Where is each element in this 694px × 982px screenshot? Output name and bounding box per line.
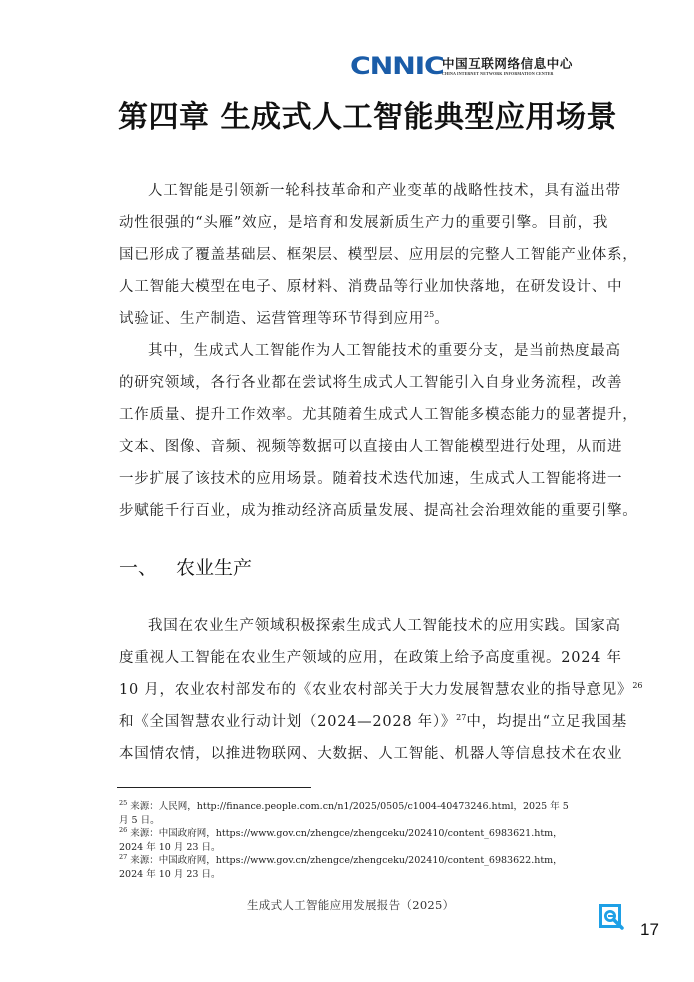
footnote-number: 27 — [119, 852, 128, 861]
paragraph-line: 本国情农情，以推进物联网、大数据、人工智能、机器人等信息技术在农业 — [119, 746, 623, 762]
footnote-ref-27[interactable]: 27 — [456, 713, 467, 723]
paragraph-line: 步赋能千行百业，成为推动经济高质量发展、提高社会治理效能的重要引擎。 — [119, 503, 638, 519]
org-name — [442, 57, 573, 76]
paragraph-line: 人工智能大模型在电子、原材料、消费品等行业加快落地，在研发设计、中 — [119, 279, 623, 295]
footnote-text: 来源：中国政府网，https://www.gov.cn/zhengce/zhengceku/202410/content_6983621.htm，2024 年 10 月 23 日。 — [119, 828, 563, 853]
paragraph-line — [119, 303, 579, 335]
line-text: 和《全国智慧农业行动计划（2024—2028 年）》 — [119, 714, 457, 730]
footnote-27 — [119, 854, 579, 881]
paragraph-line: 工作质量、提升工作效率。尤其随着生成式人工智能多模态能力的显著提升， — [119, 407, 638, 423]
paragraph-line: 其中，生成式人工智能作为人工智能技术的重要分支，是当前热度最高 — [148, 343, 621, 359]
footnote-text: 来源：人民网，http://finance.people.com.cn/n1/2025/0505/c1004-40473246.html，2025 年 5 月 5 日。 — [119, 801, 569, 826]
intro-paragraph-1 — [119, 175, 638, 335]
org-name-en: CHINA INTERNET NETWORK INFORMATION CENTER — [442, 70, 554, 76]
footer-report-title: 生成式人工智能应用发展报告（2025） — [247, 898, 455, 912]
line-text: 中，均提出“立足我国基 — [466, 714, 628, 730]
footnote-text: 来源：中国政府网，https://www.gov.cn/zhengce/zhengceku/202410/content_6983622.htm，2024 年 10 月 23 日。 — [119, 855, 563, 880]
section-number: 一、 — [119, 557, 158, 579]
cnnic-logo-mark: CNNIC — [350, 52, 444, 80]
section-heading — [119, 553, 252, 583]
cnnic-logo — [350, 54, 573, 78]
paragraph-line: 动性很强的“头雁”效应，是培育和发展新质生产力的重要引擎。目前，我 — [119, 215, 609, 231]
line-text: 10 月，农业农村部发布的《农业农村部关于大力发展智慧农业的指导意见》 — [119, 682, 633, 698]
footnote-ref-26[interactable]: 26 — [632, 681, 643, 691]
section-paragraph — [119, 610, 643, 770]
footnote-25 — [119, 800, 579, 827]
paragraph-line — [119, 674, 643, 706]
paragraph-line: 的研究领域，各行各业都在尝试将生成式人工智能引入自身业务流程，改善 — [119, 375, 623, 391]
page-number: 17 — [640, 920, 659, 939]
paragraph-line — [119, 706, 628, 738]
section-title: 农业生产 — [176, 557, 253, 579]
org-name-cn: 中国互联网络信息中心 — [442, 55, 574, 71]
chapter-title: 第四章 生成式人工智能典型应用场景 — [118, 100, 617, 135]
line-text: 试验证、生产制造、运营管理等环节得到应用 — [119, 311, 424, 327]
paragraph-line: 国已形成了覆盖基础层、框架层、模型层、应用层的完整人工智能产业体系， — [119, 247, 638, 263]
footnote-divider — [117, 787, 311, 788]
paragraph-line: 一步扩展了该技术的应用场景。随着技术迭代加速，生成式人工智能将进一 — [119, 471, 623, 487]
paragraph-line: 我国在农业生产领域积极探索生成式人工智能技术的应用实践。国家高 — [148, 618, 621, 634]
search-magnifier-icon — [599, 904, 625, 930]
footnote-26 — [119, 827, 579, 854]
paragraph-line: 文本、图像、音频、视频等数据可以直接由人工智能模型进行处理，从而进 — [119, 439, 623, 455]
footnote-ref-25[interactable]: 25 — [424, 310, 435, 320]
footnote-number: 26 — [119, 825, 128, 834]
paragraph-line: 度重视人工智能在农业生产领域的应用，在政策上给予高度重视。2024 年 — [119, 650, 622, 666]
paragraph-line: 人工智能是引领新一轮科技革命和产业变革的战略性技术，具有溢出带 — [148, 183, 621, 199]
intro-paragraph-2 — [119, 335, 638, 527]
footnotes — [119, 800, 579, 881]
footnote-number: 25 — [119, 798, 128, 807]
line-tail: 。 — [434, 311, 450, 327]
